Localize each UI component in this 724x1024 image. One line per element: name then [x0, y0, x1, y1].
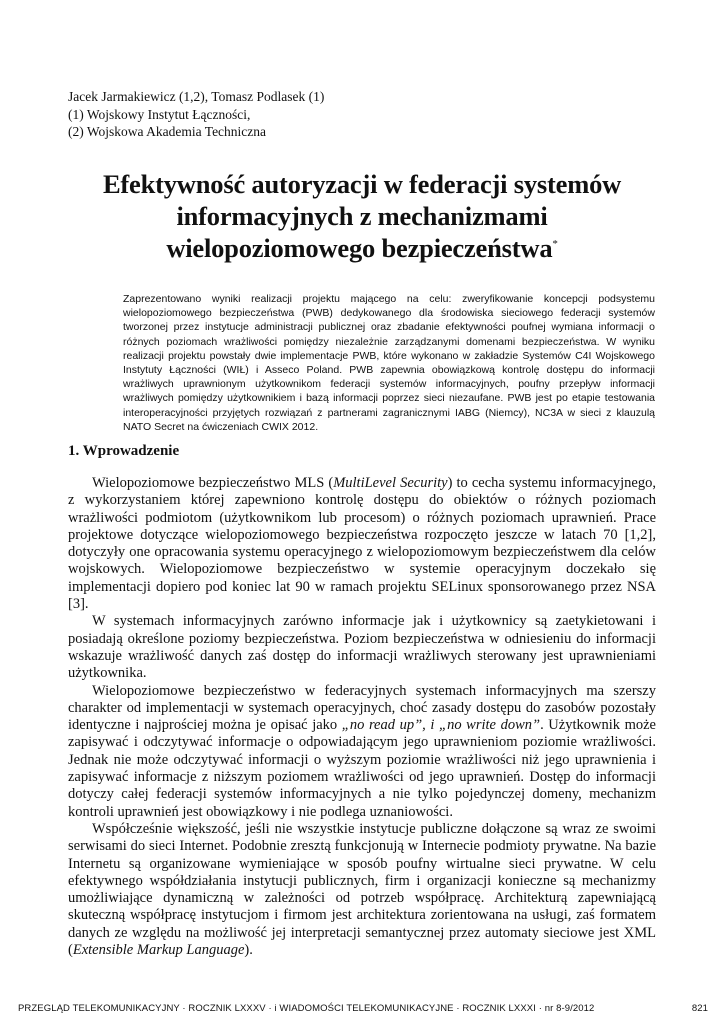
paragraph-1-c: ) to cecha systemu informacyjnego, z wykorzystaniem której zapewniono kontrolę dostępu do obiektów o różnych poziomach wrażliwości podmiotom (użytkownikom lub procesom) o różnych poziomach uprawnień. Prace projektowe dotyczące wielopoziomowego bezpieczeństwa rozpoczęto jeszcze w latach 70 [1,2], dotyczyły one opracowania systemu operacyjnego z wielopoziomowym bezpieczeństwem dla celów wojskowych. Wielopoziomowe bezpieczeństwo w systemie operacyjnym doczekało się implementacji dopiero pod koniec lat 90 w ramach projektu SELinux sponsorowanego przez NSA [3]. [68, 475, 656, 613]
paragraph-1 [68, 475, 656, 613]
section-heading: 1. Wprowadzenie [68, 443, 180, 459]
paragraph-4-a: Współcześnie większość, jeśli nie wszystkie instytucje publiczne dołączone są wraz ze swoimi serwisami do sieci Internet. Podobnie zresztą funkcjonują w Internecie podmioty prywatne. Na bazie Internetu są organizowane wymieniające w sposób poufny wirtualne sieci prywatne. W celu efektywnego współdziałania instytucji publicznych, firm i organizacji konieczne są mechanizmy umożliwiające dynamiczną w zależności od potrzeb współpracę. Architekturą zapewniającą skuteczną współpracę instytucjom i firmom jest architektura zorientowana na usługi, zaś formatem danych ze względu na możliwość jej interpretacji semantycznej przez automaty sieciowe jest XML ( [68, 820, 656, 959]
title-line-1: Efektywność autoryzacji w federacji systemów [102, 169, 622, 199]
title-line-2: informacyjnych z mechanizmami [176, 201, 548, 231]
paragraph-3-a: Wielopoziomowe bezpieczeństwo w federacyjnych systemach informacyjnych ma szerszy charakter od implementacji w systemach operacyjnych, choć zasady dostępu do zasobów pozostały identyczne i najprościej można je opisać jako [68, 682, 656, 734]
title-footnote-mark: * [552, 238, 558, 251]
affiliation-1: (1) Wojskowy Instytut Łączności, [68, 106, 251, 122]
title-line-3-text: wielopoziomowego bezpieczeństwa [166, 233, 553, 263]
paragraph-1-a: Wielopoziomowe bezpieczeństwo MLS ( [92, 475, 334, 491]
paragraph-4-c: ). [244, 942, 253, 959]
paragraph-3 [68, 683, 656, 821]
author-names: Jacek Jarmakiewicz (1,2), Tomasz Podlasek (1) [68, 89, 325, 104]
paragraph-4 [68, 821, 656, 959]
paragraph-2: W systemach informacyjnych zarówno informacje jak i użytkownicy są zaetykietowani i posiadają określone poziomy bezpieczeństwa. Poziom bezpieczeństwa w odniesieniu do informacji wskazuje wrażliwość danych zaś dostęp do informacji wrażliwych sterowany jest uprawnieniami użytkownika. [68, 613, 656, 682]
page-number: 821 [691, 1003, 708, 1014]
journal-citation: PRZEGLĄD TELEKOMUNIKACYJNY · ROCZNIK LXXXV · i WIADOMOŚCI TELEKOMUNIKACYJNE · ROCZNIK LXXXI · nr 8-9/2012 [18, 1003, 595, 1014]
paragraph-4-italic: Extensible Markup Language [72, 942, 245, 959]
body-text [68, 475, 656, 959]
paragraph-3-italic: „no read up”, i „no write down” [341, 717, 541, 734]
title-line-3 [40, 232, 684, 264]
paper-title [40, 168, 684, 264]
paragraph-3-c: . Użytkownik może zapisywać i odczytywać informacje o odpowiadającym jego uprawnieniom poziomie wrażliwości. Jednak nie może odczytywać informacji o wyższym poziomie wrażliwości niż jego uprawnienia i zapisywać informacje z niższym poziomem wrażliwości od jego uprawnień. Dostęp do informacji dotyczy całej federacji systemów informacyjnych a nie tylko pojedynczej domeny, mechanizm kontroli uprawnień jest obowiązkowy i nie podlega uznaniowości. [68, 717, 656, 820]
affiliation-2: (2) Wojskowa Akademia Techniczna [68, 124, 267, 139]
abstract: Zaprezentowano wyniki realizacji projektu mającego na celu: zweryfikowanie koncepcji podsystemu wielopoziomowego bezpieczeństwa (PWB) dedykowanego dla środowiska sieciowego federacji systemów tworzonej przez instytucje administracji publicznej oraz zbadanie efektywności poufnej wymiana informacji o różnych poziomach wrażliwości pomiędzy niezależnie zarządzanymi domenami bezpieczeństwa. W wyniku realizacji projektu powstały dwie implementacje PWB, które wykonano w zakładzie Systemów C4I Wojskowego Instytuty Łączności (WIŁ) i Asseco Poland. PWB zapewnia obowiązkową kontrolę dostępu do informacji wrażliwych uprawnionym użytkownikom federacji systemów informacyjnych, poufny przepływ informacji wrażliwych pomiędzy użytkownikiem i bazą informacji poprzez sieci niezaufane. PWB jest po etapie testowania interoperacyjności przyjętych rozwiązań z partnerami zagranicznymi IABG (Niemcy), NC3A w sieci z klauzulą NATO Secret na ćwiczeniach CWIX 2012. [123, 293, 655, 433]
paragraph-1-italic: MultiLevel Security [333, 475, 448, 491]
author-block [68, 88, 668, 141]
